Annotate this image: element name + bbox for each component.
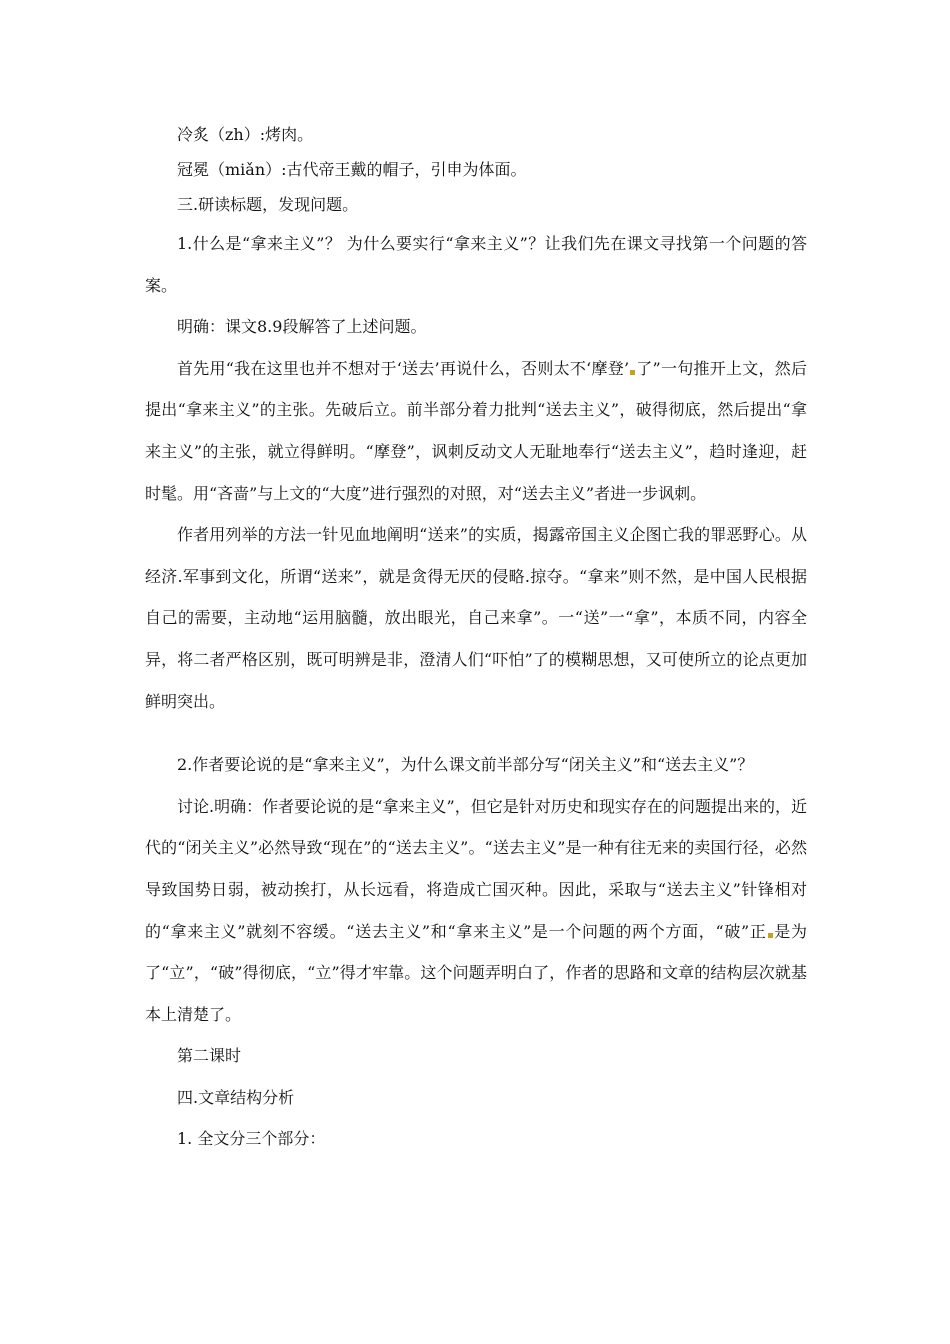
gloss-lengzhi: 冷炙（zh）:烤肉。 xyxy=(177,125,314,144)
highlight-mark xyxy=(630,370,635,375)
section-heading-3: 三.研读标题，发现问题。 xyxy=(177,195,359,214)
answer-1: 明确：课文8.9段解答了上述问题。 xyxy=(177,317,427,337)
paragraph-1-part-a: 首先用“我在这里也并不想对于‘送去’再说什么，否则太不‘摩登’ xyxy=(177,358,630,378)
paragraph-2: 作者用列举的方法一针见血地阐明“送来”的实质，揭露帝国主义企图亡我的罪恶野心。从经济.军事到文化，所谓“送来”，就是贪得无厌的侵略.掠夺。“拿来”则不然，是中国人民根据自己的需要，主动地“运用脑髓，放出眼光，自己来拿”。一“送”一“拿”，本质不同，内容全异，将二者严格区别，既可明辨是非，澄清人们“吓怕”了的模糊思想，又可使所立的论点更加鲜明突出。 xyxy=(145,525,807,711)
lesson-heading: 第二课时 xyxy=(177,1046,242,1066)
spacer xyxy=(145,722,807,744)
paragraph-1-part-b: 了”一句推开上文，然后提出“拿来主义”的主张。先破后立。前半部分着力批判“送去主义”，破得彻底，然后提出“拿来主义”的主张，就立得鲜明。“摩登”，讽刺反动文人无耻地奉行“送去主义”，趋时逢迎，赶时髦。用“吝啬”与上文的“大度”进行强烈的对照，对“送去主义”者进一步讽刺。 xyxy=(145,358,807,503)
paragraph-3-part-b: 是为了“立”，“破”得彻底，“立”得才牢靠。这个问题弄明白了，作者的思路和文章的结构层次就基本上清楚了。 xyxy=(145,921,807,1024)
question-1: 1.什么是“拿来主义”？ 为什么要实行“拿来主义”？让我们先在课文寻找第一个问题的答案。 xyxy=(145,234,807,295)
paragraph-1 xyxy=(145,348,807,514)
gloss-guanmian: 冠冕（miǎn）:古代帝王戴的帽子，引申为体面。 xyxy=(177,160,527,179)
paragraph-3 xyxy=(145,786,807,1036)
question-2: 2.作者要论说的是“拿来主义”，为什么课文前半部分写“闭关主义”和“送去主义”？ xyxy=(177,755,754,775)
structure-item-1: 1. 全文分三个部分： xyxy=(177,1129,326,1149)
document-body xyxy=(145,118,807,1160)
highlight-mark xyxy=(768,933,773,938)
section-heading-4: 四.文章结构分析 xyxy=(177,1087,295,1107)
paragraph-3-part-a: 讨论.明确：作者要论说的是“拿来主义”，但它是针对历史和现实存在的问题提出来的，近代的“闭关主义”必然导致“现在”的“送去主义”。“送去主义”是一种有往无来的卖国行径，必然导致国势日弱，被动挨打，从长远看，将造成亡国灭种。因此，采取与“送去主义”针锋相对的“拿来主义”就刻不容缓。“送去主义”和“拿来主义”是一个问题的两个方面，“破”正 xyxy=(145,796,807,941)
